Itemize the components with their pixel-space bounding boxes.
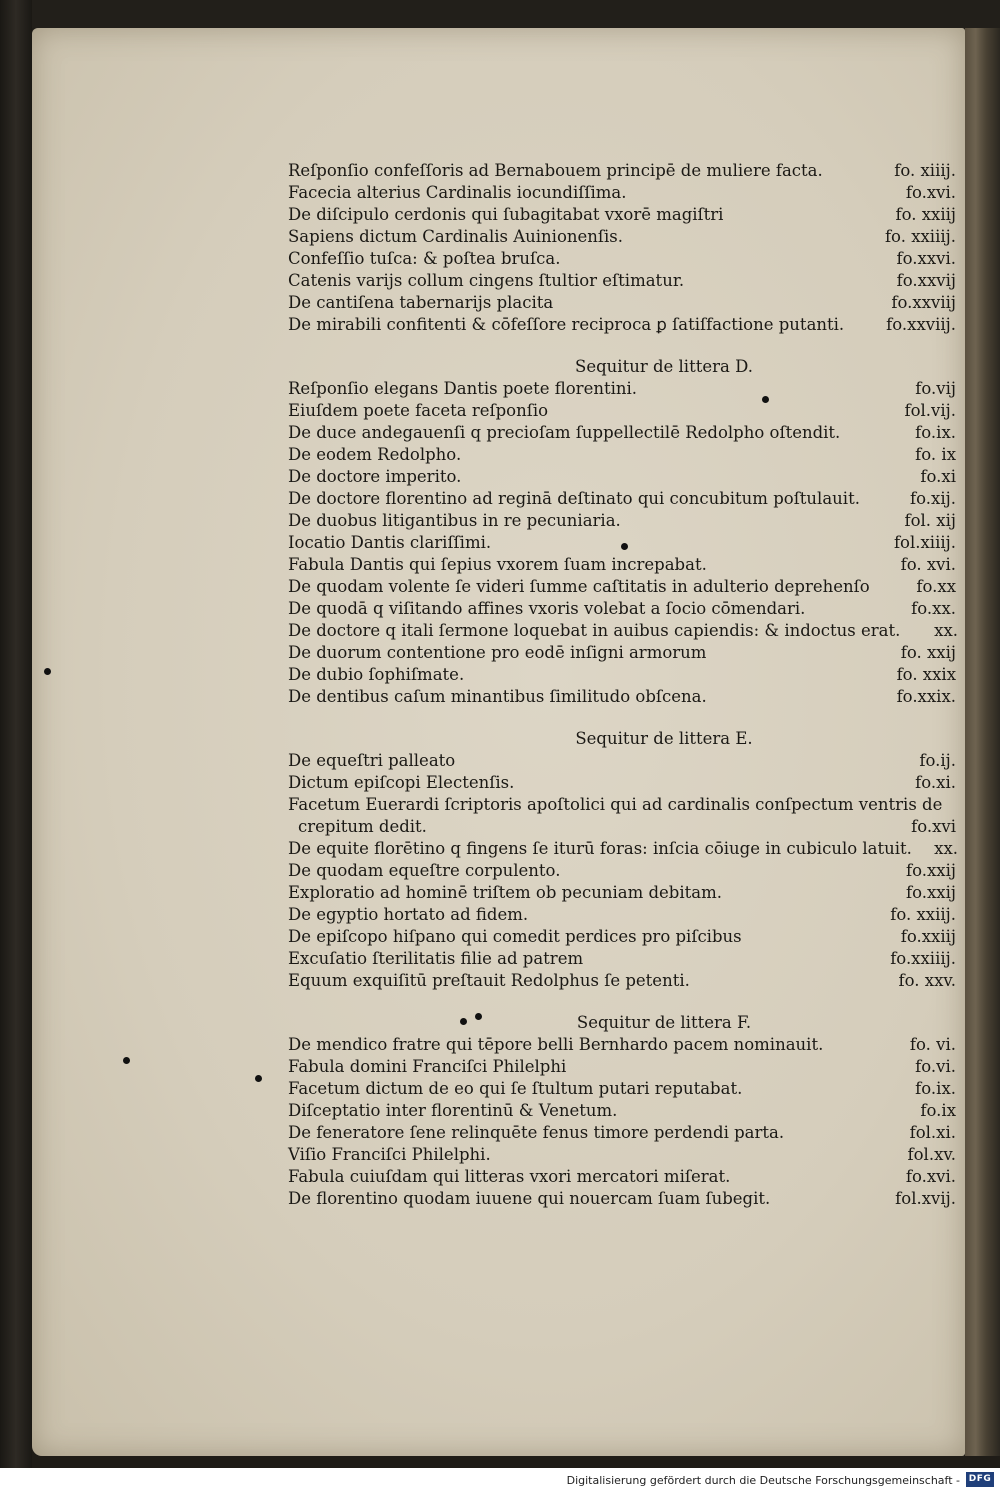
folio-reference: fo.xvi xyxy=(911,817,956,836)
binding-edge xyxy=(0,0,32,1493)
folio-reference: fo.ix. xyxy=(915,423,956,442)
entry-title: Dictum epiſcopi Electenſis. xyxy=(288,773,515,792)
entry-title: Fabula cuiuſdam qui litteras vxori mercatori miſerat. xyxy=(288,1167,731,1186)
index-entry xyxy=(288,1144,960,1166)
folio-reference: fo.xvi. xyxy=(905,183,956,202)
entry-title: Eiuſdem poete faceta reſponſio xyxy=(288,401,549,420)
entry-title: De eodem Redolpho. xyxy=(288,445,462,464)
folio-reference: xx. xyxy=(934,839,958,858)
index-entry xyxy=(288,292,960,314)
folio-reference: fo.xxviij xyxy=(891,293,956,312)
index-entry xyxy=(288,860,960,882)
index-entry xyxy=(288,378,960,400)
index-entry xyxy=(288,970,960,992)
folio-reference: fo.xi xyxy=(920,467,956,486)
entry-title: De egyptio hortato ad fidem. xyxy=(288,905,529,924)
entry-title: Fabula domini Franciſci Philelphi xyxy=(288,1057,567,1076)
entry-title: De cantiſena tabernarijs placita xyxy=(288,293,554,312)
index-entry xyxy=(288,642,960,664)
entry-title: Sapiens dictum Cardinalis Auinionenſis. xyxy=(288,227,624,246)
entry-title: De equite florētino q fingens ſe iturū foras: inſcia cōiuge in cubiculo latuit. xyxy=(288,839,912,858)
index-entry xyxy=(288,576,960,598)
index-entry xyxy=(288,270,960,292)
entry-title: Diſceptatio inter florentinū & Venetum. xyxy=(288,1101,618,1120)
index-text-block xyxy=(288,160,960,1210)
index-entry xyxy=(288,204,960,226)
section-heading-d: Sequitur de littera D. xyxy=(575,357,753,376)
folio-reference: fo.xx xyxy=(916,577,956,596)
index-entry xyxy=(288,1078,960,1100)
entry-title: crepitum dedit. xyxy=(298,817,427,836)
index-entry xyxy=(288,532,960,554)
index-entry xyxy=(288,948,960,970)
ink-spot xyxy=(44,668,51,675)
entry-title: De duobus litigantibus in re pecuniaria. xyxy=(288,511,621,530)
index-entry xyxy=(288,926,960,948)
folio-reference: fo.vi. xyxy=(915,1057,956,1076)
index-entry xyxy=(288,686,960,708)
folio-reference: fo.ix xyxy=(920,1101,956,1120)
index-entry xyxy=(288,1056,960,1078)
index-entry xyxy=(288,226,960,248)
entry-title: De feneratore ſene relinquēte fenus timore perdendi parta. xyxy=(288,1123,785,1142)
section-e xyxy=(288,750,960,992)
folio-reference: fo.xxiij xyxy=(900,927,956,946)
folio-reference: fo. xxv. xyxy=(898,971,956,990)
folio-reference: fo.xvi. xyxy=(905,1167,956,1186)
entry-title: De mirabili confitenti & cōfeſſore reciproca ꝑ ſatiſfactione putanti. xyxy=(288,315,845,334)
index-entry xyxy=(288,1122,960,1144)
folio-reference: fo. xxij xyxy=(900,643,956,662)
entry-title: De duorum contentione pro eodē inſigni armorum xyxy=(288,643,707,662)
section-d xyxy=(288,378,960,708)
entry-title: Excuſatio ſterilitatis filie ad patrem xyxy=(288,949,584,968)
folio-reference: fo. xvi. xyxy=(900,555,956,574)
index-entry xyxy=(288,1166,960,1188)
folio-reference: fol.xv. xyxy=(907,1145,956,1164)
index-entry xyxy=(288,664,960,686)
entry-title: Facecia alterius Cardinalis iocundiſſima. xyxy=(288,183,627,202)
entry-title: De quodam equeſtre corpulento. xyxy=(288,861,561,880)
index-entry xyxy=(288,838,960,860)
entry-title: Catenis varijs collum cingens ſtultior eſtimatur. xyxy=(288,271,685,290)
entry-title: De epiſcopo hiſpano qui comedit perdices pro piſcibus xyxy=(288,927,742,946)
index-entry xyxy=(288,750,960,772)
entry-title: De doctore imperito. xyxy=(288,467,462,486)
folio-reference: fo.vij xyxy=(915,379,956,398)
folio-reference: fol.vij. xyxy=(904,401,956,420)
entry-title: De equeſtri palleato xyxy=(288,751,456,770)
entry-title: Confeſſio tuſca: & poſtea bruſca. xyxy=(288,249,561,268)
index-entry xyxy=(288,444,960,466)
index-entry xyxy=(288,466,960,488)
folio-reference: fo.xxij xyxy=(906,861,956,880)
entry-title: Facetum Euerardi ſcriptoris apoſtolici qui ad cardinalis conſpectum ventris de xyxy=(288,795,943,814)
index-entry xyxy=(288,314,960,336)
index-entry xyxy=(288,904,960,926)
folio-reference: fo. xxiiij. xyxy=(884,227,956,246)
folio-reference: fol.xvij. xyxy=(895,1189,956,1208)
entry-title: De diſcipulo cerdonis qui ſubagitabat vxorē magiſtri xyxy=(288,205,724,224)
section-f xyxy=(288,1034,960,1210)
entry-title: De dentibus caſum minantibus ſimilitudo obſcena. xyxy=(288,687,707,706)
folio-reference: fo. xiiij. xyxy=(894,161,956,180)
folio-reference: fo. xxix xyxy=(896,665,956,684)
index-entry xyxy=(288,882,960,904)
folio-reference: xx. xyxy=(934,621,958,640)
folio-reference: fo.xxvij xyxy=(896,271,956,290)
index-entry xyxy=(288,488,960,510)
folio-reference: fo.ij. xyxy=(919,751,956,770)
entry-title: Iocatio Dantis clariſſimi. xyxy=(288,533,492,552)
section-c xyxy=(288,160,960,336)
folio-reference: fo. xxiij xyxy=(895,205,956,224)
folio-reference: fo. ix xyxy=(915,445,956,464)
scan-top-border xyxy=(0,0,1000,28)
folio-reference: fo. xxiij. xyxy=(890,905,956,924)
index-entry xyxy=(288,160,960,182)
index-entry xyxy=(288,816,960,838)
index-entry xyxy=(288,794,960,816)
digitization-footer xyxy=(0,1468,1000,1493)
entry-title: Equum exquiſitū preſtauit Redolphus ſe petenti. xyxy=(288,971,690,990)
index-entry xyxy=(288,598,960,620)
dfg-logo: DFG xyxy=(966,1472,994,1487)
section-heading-e: Sequitur de littera E. xyxy=(575,729,753,748)
ink-spot xyxy=(123,1057,130,1064)
entry-title: Fabula Dantis qui ſepius vxorem ſuam increpabat. xyxy=(288,555,707,574)
entry-title: De doctore florentino ad reginā deſtinato qui concubitum poſtulauit. xyxy=(288,489,860,508)
index-entry xyxy=(288,1034,960,1056)
entry-title: De dubio ſophiſmate. xyxy=(288,665,465,684)
ink-spot xyxy=(255,1075,262,1082)
entry-title: De duce andegauenſi q precioſam ſuppellectilē Redolpho oſtendit. xyxy=(288,423,841,442)
section-heading-f: Sequitur de littera F. xyxy=(576,1013,752,1032)
entry-title: De florentino quodam iuuene qui nouercam ſuam ſubegit. xyxy=(288,1189,771,1208)
entry-title: De quodam volente ſe videri ſumme caſtitatis in adulterio deprehenſo xyxy=(288,577,870,596)
entry-title: Exploratio ad hominē triſtem ob pecuniam debitam. xyxy=(288,883,722,902)
folio-reference: fol.xiiij. xyxy=(893,533,956,552)
index-entry xyxy=(288,1100,960,1122)
index-entry xyxy=(288,400,960,422)
index-entry xyxy=(288,182,960,204)
page-fore-edge xyxy=(965,28,1000,1456)
index-entry xyxy=(288,554,960,576)
folio-reference: fo.xxij xyxy=(906,883,956,902)
folio-reference: fo.xxvi. xyxy=(896,249,956,268)
index-entry xyxy=(288,248,960,270)
folio-reference: fo. vi. xyxy=(909,1035,956,1054)
entry-title: Facetum dictum de eo qui ſe ſtultum putari reputabat. xyxy=(288,1079,743,1098)
folio-reference: fo.xxiiij. xyxy=(890,949,956,968)
folio-reference: fo.xij. xyxy=(910,489,956,508)
index-entry xyxy=(288,772,960,794)
folio-reference: fo.xx. xyxy=(911,599,956,618)
folio-reference: fo.xxix. xyxy=(896,687,956,706)
folio-reference: fol.xi. xyxy=(909,1123,956,1142)
folio-reference: fo.xi. xyxy=(915,773,956,792)
folio-reference: fo.xxviij. xyxy=(886,315,956,334)
funding-credit: Digitalisierung gefördert durch die Deutsche Forschungsgemeinschaft - xyxy=(566,1474,960,1487)
entry-title: De quodā q viſitando affines vxoris volebat a ſocio cōmendari. xyxy=(288,599,806,618)
index-entry xyxy=(288,422,960,444)
index-entry xyxy=(288,1188,960,1210)
folio-reference: fo.ix. xyxy=(915,1079,956,1098)
entry-title: Reſponſio confeſſoris ad Bernabouem principē de muliere facta. xyxy=(288,161,823,180)
folio-reference: fol. xij xyxy=(904,511,956,530)
index-entry xyxy=(288,620,960,642)
entry-title: Viſio Franciſci Philelphi. xyxy=(288,1145,491,1164)
entry-title: De doctore q itali ſermone loquebat in auibus capiendis: & indoctus erat. xyxy=(288,621,901,640)
entry-title: De mendico fratre qui tēpore belli Bernhardo pacem nominauit. xyxy=(288,1035,824,1054)
entry-title: Reſponſio elegans Dantis poete florentini. xyxy=(288,379,638,398)
index-entry xyxy=(288,510,960,532)
